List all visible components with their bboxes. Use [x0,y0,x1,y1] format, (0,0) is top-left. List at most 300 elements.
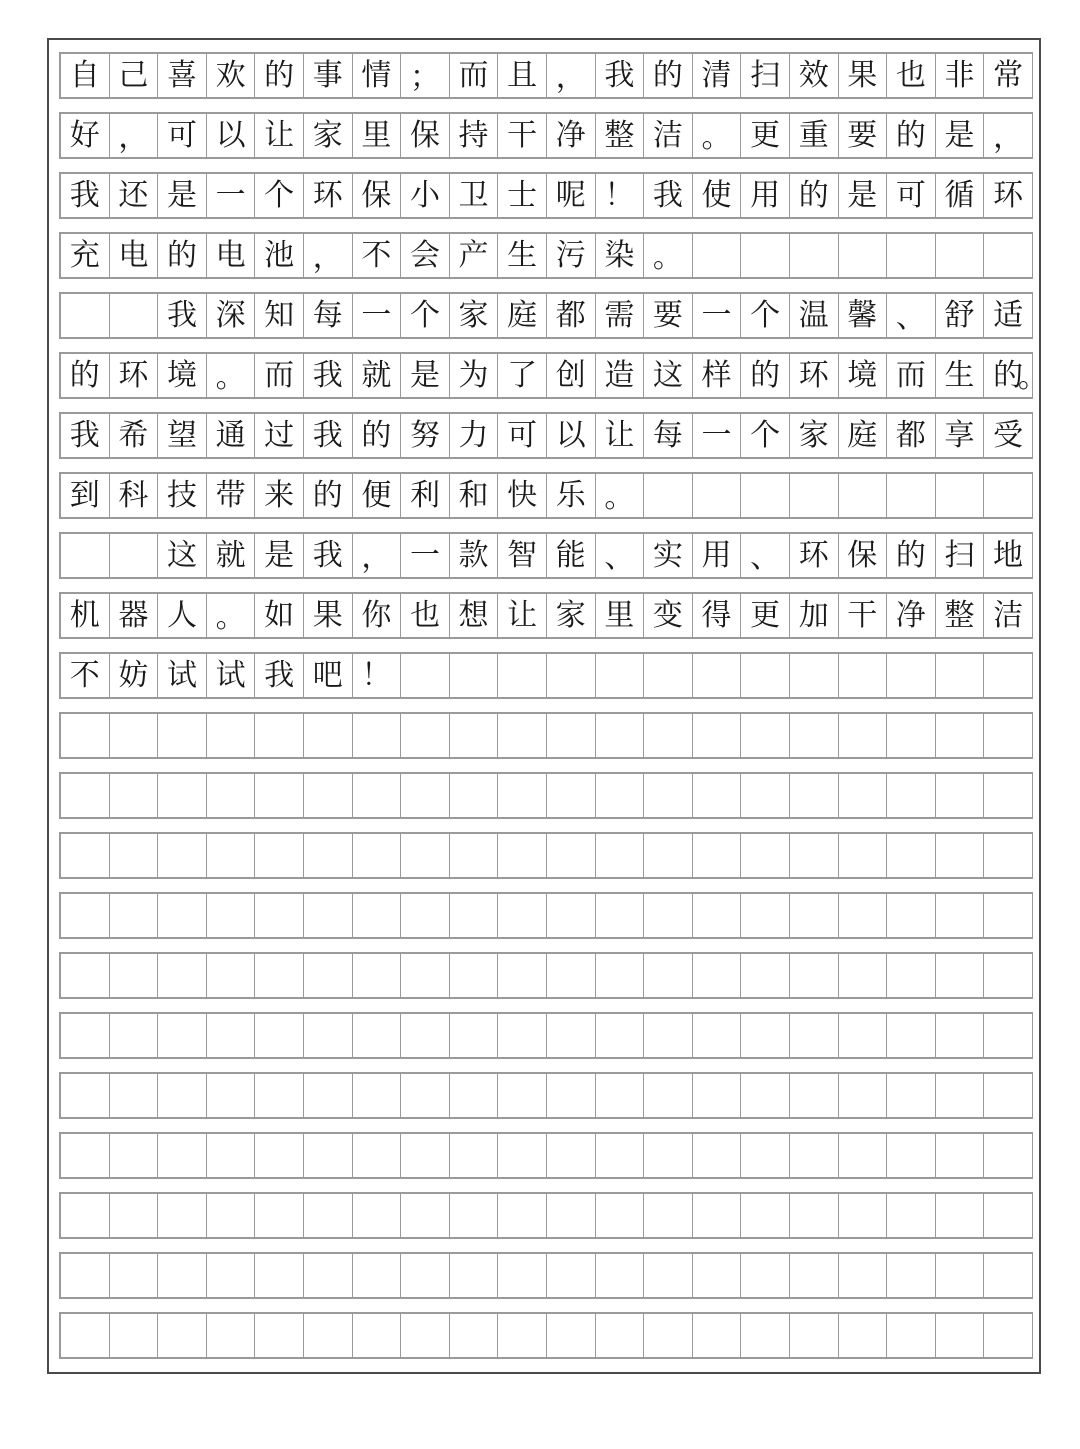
grid-cell: 试 [207,654,256,697]
grid-cell [353,894,402,937]
grid-row [59,112,1033,159]
grid-cell [936,1314,985,1357]
grid-cell [110,834,159,877]
grid-cell [353,1254,402,1297]
grid-cell [401,774,450,817]
grid-cell: 效 [790,54,839,97]
grid-cell: 一 [207,174,256,217]
grid-row [59,172,1033,219]
grid-cell [741,1254,790,1297]
grid-cell: 让 [596,414,645,457]
grid-cell [207,1014,256,1057]
grid-cell [936,654,985,697]
grid-cell [839,954,888,997]
grid-cell [207,1134,256,1177]
grid-cell [401,1134,450,1177]
grid-cell [741,714,790,757]
grid-cell: 来 [255,474,304,517]
grid-cell [839,1194,888,1237]
grid-cell [693,1194,742,1237]
grid-cell: 环 [110,354,159,397]
grid-cell [693,894,742,937]
grid-cell [693,954,742,997]
grid-cell: 可 [887,174,936,217]
grid-cell: 染 [596,234,645,277]
grid-cell [255,1194,304,1237]
grid-cell [596,654,645,697]
grid-row [59,412,1033,459]
grid-cell [110,714,159,757]
grid-cell: 、 [741,534,790,577]
grid-row [59,772,1033,819]
grid-cell: 环 [304,174,353,217]
grid-cell: 以 [547,414,596,457]
grid-cell: 不 [353,234,402,277]
grid-cell [547,654,596,697]
grid-cell [887,954,936,997]
grid-cell: 深 [207,294,256,337]
grid-cell [110,1314,159,1357]
grid-cell: 器 [110,594,159,637]
grid-cell: 小 [401,174,450,217]
grid-cell: 更 [741,594,790,637]
grid-cell [984,834,1033,877]
grid-cell: 都 [547,294,596,337]
grid-cell [839,1314,888,1357]
grid-cell: 带 [207,474,256,517]
grid-cell: 吧 [304,654,353,697]
grid-cell: 果 [839,54,888,97]
grid-cell [498,834,547,877]
grid-cell: 的 [887,534,936,577]
composition-sheet [47,38,1048,1374]
grid-cell: 是 [158,174,207,217]
grid-cell: 事 [304,54,353,97]
grid-cell: 的 [158,234,207,277]
grid-cell: 我 [596,54,645,97]
grid-cell: 个 [255,174,304,217]
grid-cell [887,1074,936,1117]
grid-cell [353,1194,402,1237]
grid-cell [790,954,839,997]
grid-row [59,952,1033,999]
grid-cell: 净 [547,114,596,157]
grid-cell: 每 [644,414,693,457]
grid-cell [158,894,207,937]
grid-cell: 持 [450,114,499,157]
grid-row [59,592,1033,639]
grid-cell [110,1254,159,1297]
grid-cell [790,834,839,877]
grid-cell [255,894,304,937]
grid-cell: 家 [450,294,499,337]
grid-cell: 一 [401,534,450,577]
grid-cell [887,834,936,877]
grid-cell: 妨 [110,654,159,697]
grid-cell [61,1254,110,1297]
grid-cell [984,774,1033,817]
grid-cell: 我 [255,654,304,697]
grid-cell [401,1194,450,1237]
grid-cell [644,1074,693,1117]
grid-cell [693,654,742,697]
grid-cell [110,774,159,817]
grid-cell: 都 [887,414,936,457]
grid-cell [839,1074,888,1117]
grid-cell [596,774,645,817]
grid-cell [110,1014,159,1057]
grid-cell [741,234,790,277]
grid-cell [887,1194,936,1237]
grid-cell: 快 [498,474,547,517]
grid-cell: 你 [353,594,402,637]
grid-cell: 力 [450,414,499,457]
grid-row [59,532,1033,579]
grid-cell [110,1134,159,1177]
grid-cell: 还 [110,174,159,217]
grid-cell: 果 [304,594,353,637]
grid-cell: 循 [936,174,985,217]
grid-cell: 洁 [984,594,1033,637]
grid-cell: 我 [61,414,110,457]
grid-cell [547,894,596,937]
grid-cell: 洁 [644,114,693,157]
grid-cell: 的 [887,114,936,157]
grid-cell: 机 [61,594,110,637]
grid-cell [353,774,402,817]
grid-cell: 而 [887,354,936,397]
grid-cell: 重 [790,114,839,157]
grid-cell: 的 [644,54,693,97]
grid-cell [207,834,256,877]
grid-cell: 也 [887,54,936,97]
grid-cell: 的 [61,354,110,397]
grid-cell [498,714,547,757]
grid-cell [450,1074,499,1117]
grid-cell [498,1254,547,1297]
grid-cell [839,714,888,757]
grid-cell [693,834,742,877]
grid-cell [304,1254,353,1297]
grid-cell: 士 [498,174,547,217]
writing-grid [59,52,1048,1372]
grid-cell [790,654,839,697]
grid-cell [450,654,499,697]
grid-cell [790,474,839,517]
grid-cell [547,774,596,817]
grid-cell [984,954,1033,997]
grid-cell [984,894,1033,937]
grid-cell [401,954,450,997]
grid-cell [741,1014,790,1057]
grid-cell [304,774,353,817]
grid-cell: 努 [401,414,450,457]
grid-cell: 一 [353,294,402,337]
grid-row [59,1312,1033,1359]
grid-cell [644,1134,693,1177]
grid-cell [61,534,110,577]
grid-cell [984,714,1033,757]
grid-cell: 地 [984,534,1033,577]
grid-cell [207,954,256,997]
grid-cell [644,894,693,937]
grid-cell: 就 [207,534,256,577]
grid-cell [693,234,742,277]
grid-cell [450,774,499,817]
grid-cell [353,1074,402,1117]
grid-cell: 一 [693,294,742,337]
grid-cell [741,774,790,817]
grid-cell: 庭 [498,294,547,337]
grid-cell: 这 [158,534,207,577]
grid-cell [984,654,1033,697]
grid-cell [304,894,353,937]
grid-cell: 家 [547,594,596,637]
grid-cell: 便 [353,474,402,517]
grid-cell: 适 [984,294,1033,337]
grid-row [59,52,1033,99]
grid-cell: 呢 [547,174,596,217]
grid-cell [644,1314,693,1357]
grid-cell [158,1074,207,1117]
grid-cell [255,1254,304,1297]
grid-cell [547,1134,596,1177]
grid-cell: 望 [158,414,207,457]
grid-cell: 我 [304,354,353,397]
grid-cell [839,1254,888,1297]
grid-cell [450,834,499,877]
grid-cell: 净 [887,594,936,637]
grid-cell: 也 [401,594,450,637]
grid-cell [936,1014,985,1057]
grid-cell [644,654,693,697]
grid-cell: 人 [158,594,207,637]
grid-cell [61,774,110,817]
grid-cell: ， [984,114,1033,157]
grid-cell [887,234,936,277]
grid-cell [936,894,985,937]
grid-cell: 是 [255,534,304,577]
grid-cell [498,894,547,937]
grid-cell: 保 [839,534,888,577]
grid-cell [790,1194,839,1237]
grid-row [59,652,1033,699]
grid-cell [401,654,450,697]
grid-cell [741,1134,790,1177]
grid-cell: 使 [693,174,742,217]
grid-cell: 常 [984,54,1033,97]
grid-cell: 卫 [450,174,499,217]
grid-cell: 让 [255,114,304,157]
grid-cell: 享 [936,414,985,457]
grid-cell [547,834,596,877]
grid-row [59,1132,1033,1179]
grid-cell [401,1014,450,1057]
grid-cell [693,1134,742,1177]
grid-cell [110,1074,159,1117]
grid-cell: 馨 [839,294,888,337]
grid-cell [936,234,985,277]
grid-cell: 实 [644,534,693,577]
grid-cell: 整 [596,114,645,157]
grid-cell [547,1074,596,1117]
grid-cell: 欢 [207,54,256,97]
grid-cell [936,1254,985,1297]
grid-cell [158,1134,207,1177]
grid-cell [984,234,1033,277]
grid-cell [207,894,256,937]
grid-cell [61,714,110,757]
grid-cell [596,954,645,997]
grid-cell: 生 [498,234,547,277]
grid-cell [887,714,936,757]
grid-cell: 我 [61,174,110,217]
grid-cell [255,834,304,877]
grid-cell: 保 [353,174,402,217]
grid-cell [644,714,693,757]
grid-cell: 的 [790,174,839,217]
grid-cell: 样 [693,354,742,397]
grid-cell [741,654,790,697]
grid-cell [644,774,693,817]
grid-cell [158,1194,207,1237]
grid-cell: 的 [353,414,402,457]
grid-cell [596,1074,645,1117]
grid-cell: ， [353,534,402,577]
grid-cell: 乐 [547,474,596,517]
grid-cell: 保 [401,114,450,157]
grid-cell: 的 [304,474,353,517]
grid-cell [547,954,596,997]
grid-cell [498,774,547,817]
grid-cell: 情 [353,54,402,97]
grid-cell [887,894,936,937]
grid-cell [693,474,742,517]
grid-cell [790,894,839,937]
grid-cell: 的 [255,54,304,97]
grid-cell [401,1254,450,1297]
grid-cell [110,894,159,937]
grid-cell: 我 [644,174,693,217]
grid-cell: 我 [158,294,207,337]
grid-cell: 要 [644,294,693,337]
grid-cell: 环 [790,354,839,397]
grid-row [59,232,1033,279]
grid-cell: 境 [839,354,888,397]
grid-cell [353,954,402,997]
grid-cell [207,1254,256,1297]
grid-cell [936,714,985,757]
grid-cell: 需 [596,294,645,337]
grid-cell [255,714,304,757]
grid-cell: 扫 [741,54,790,97]
grid-cell: 变 [644,594,693,637]
grid-cell [450,714,499,757]
grid-cell: 用 [693,534,742,577]
grid-cell: 充 [61,234,110,277]
grid-cell [887,1134,936,1177]
grid-cell [839,1134,888,1177]
grid-cell: 产 [450,234,499,277]
grid-row [59,832,1033,879]
grid-cell: 。 [207,354,256,397]
grid-cell [693,774,742,817]
grid-cell: 更 [741,114,790,157]
grid-cell: 每 [304,294,353,337]
grid-cell [61,1014,110,1057]
grid-cell: 智 [498,534,547,577]
grid-cell: 要 [839,114,888,157]
grid-cell [936,834,985,877]
grid-cell: 环 [984,174,1033,217]
grid-cell [255,1014,304,1057]
grid-cell [887,654,936,697]
grid-cell [207,1314,256,1357]
grid-cell: 以 [207,114,256,157]
grid-cell [207,1194,256,1237]
grid-cell: 为 [450,354,499,397]
grid-cell [984,1254,1033,1297]
grid-cell: 己 [110,54,159,97]
grid-cell [741,1074,790,1117]
grid-cell [887,1014,936,1057]
grid-cell [207,774,256,817]
grid-cell [110,534,159,577]
grid-cell: 。 [596,474,645,517]
grid-cell: 试 [158,654,207,697]
grid-cell [596,1314,645,1357]
grid-cell [984,474,1033,517]
grid-cell [547,1314,596,1357]
grid-cell: 会 [401,234,450,277]
grid-cell: 、 [887,294,936,337]
grid-cell [547,1254,596,1297]
grid-cell: ！ [353,654,402,697]
grid-cell [61,1134,110,1177]
grid-cell [936,954,985,997]
grid-cell: 科 [110,474,159,517]
grid-cell [304,714,353,757]
grid-cell [693,1314,742,1357]
grid-cell: 我 [304,534,353,577]
grid-cell: 的 [741,354,790,397]
grid-cell [644,474,693,517]
grid-cell [644,954,693,997]
grid-cell: 非 [936,54,985,97]
grid-cell [401,714,450,757]
grid-cell [596,1134,645,1177]
grid-cell: 可 [498,414,547,457]
grid-cell: 电 [207,234,256,277]
grid-cell [936,1194,985,1237]
grid-cell [61,954,110,997]
grid-cell [984,1194,1033,1237]
grid-cell [498,1194,547,1237]
grid-cell: 款 [450,534,499,577]
grid-cell [984,1014,1033,1057]
grid-cell: 和 [450,474,499,517]
grid-cell [790,234,839,277]
grid-cell [110,1194,159,1237]
grid-cell [498,1014,547,1057]
grid-row [59,892,1033,939]
grid-cell: 受 [984,414,1033,457]
grid-cell [693,1014,742,1057]
grid-cell: 能 [547,534,596,577]
grid-cell [693,714,742,757]
grid-cell: ， [304,234,353,277]
grid-cell: 自 [61,54,110,97]
